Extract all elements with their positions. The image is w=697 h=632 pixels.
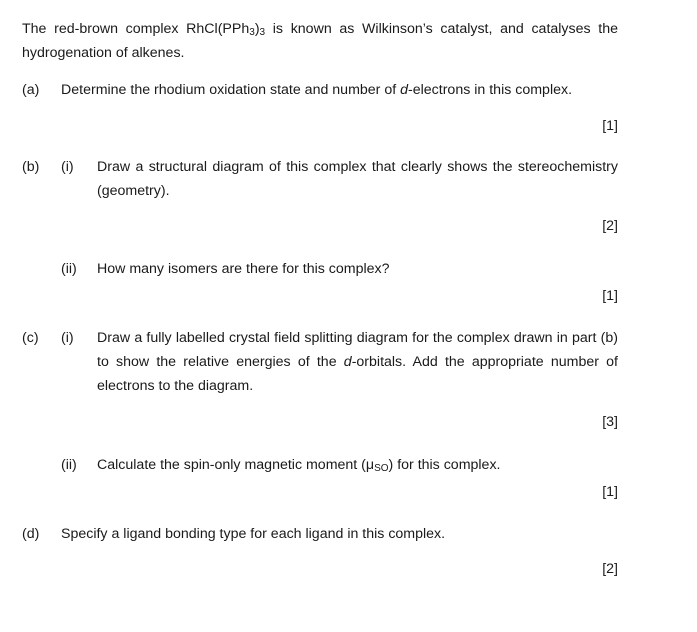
part-b-ii-label: (ii) [61,261,77,277]
intro-line-2: hydrogenation of alkenes. [22,45,185,61]
part-b-i-label: (i) [61,159,74,175]
part-c-label: (c) [22,330,39,346]
part-d-text: Specify a ligand bonding type for each ligand in this complex. [61,526,446,542]
intro-line-1: The red-brown complex $RhCl(PPh_3)_3$ is known as Wilkinson’s catalyst, and catalyses the [22,21,618,38]
part-c-i-line-2: to show the relative energies of the d-orbitals. Add the appropriate number of [97,354,618,370]
part-c-ii-marks: [1] [602,484,618,500]
part-c-i-label: (i) [61,330,74,346]
part-b-ii-text: How many isomers are there for this complex? [97,261,390,277]
part-b-i-marks: [2] [602,218,618,234]
part-d-marks: [2] [602,561,618,577]
part-c-ii-text: Calculate the spin-only magnetic moment $(\mu_{SO})$ for this complex. [97,457,501,474]
part-b-i-line-1: Draw a structural diagram of this complex that clearly shows the stereochemistry [97,159,618,175]
part-a-label: (a) [22,82,40,98]
part-b-ii-marks: [1] [602,288,618,304]
question-intro [22,17,618,65]
part-a-text: Determine the rhodium oxidation state and number of d-electrons in this complex. [61,82,573,98]
part-c-i-line-3: electrons to the diagram. [97,378,254,394]
part-c-i-text [97,326,618,398]
part-c-ii-label: (ii) [61,457,77,473]
part-b-label: (b) [22,159,40,175]
part-b-i-line-2: (geometry). [97,183,170,199]
part-d-label: (d) [22,526,40,542]
part-c-i-marks: [3] [602,414,618,430]
part-b-i-text [97,155,618,203]
part-a-marks: [1] [602,118,618,134]
part-c-i-line-1: Draw a fully labelled crystal field splitting diagram for the complex drawn in part (b) [97,330,618,346]
